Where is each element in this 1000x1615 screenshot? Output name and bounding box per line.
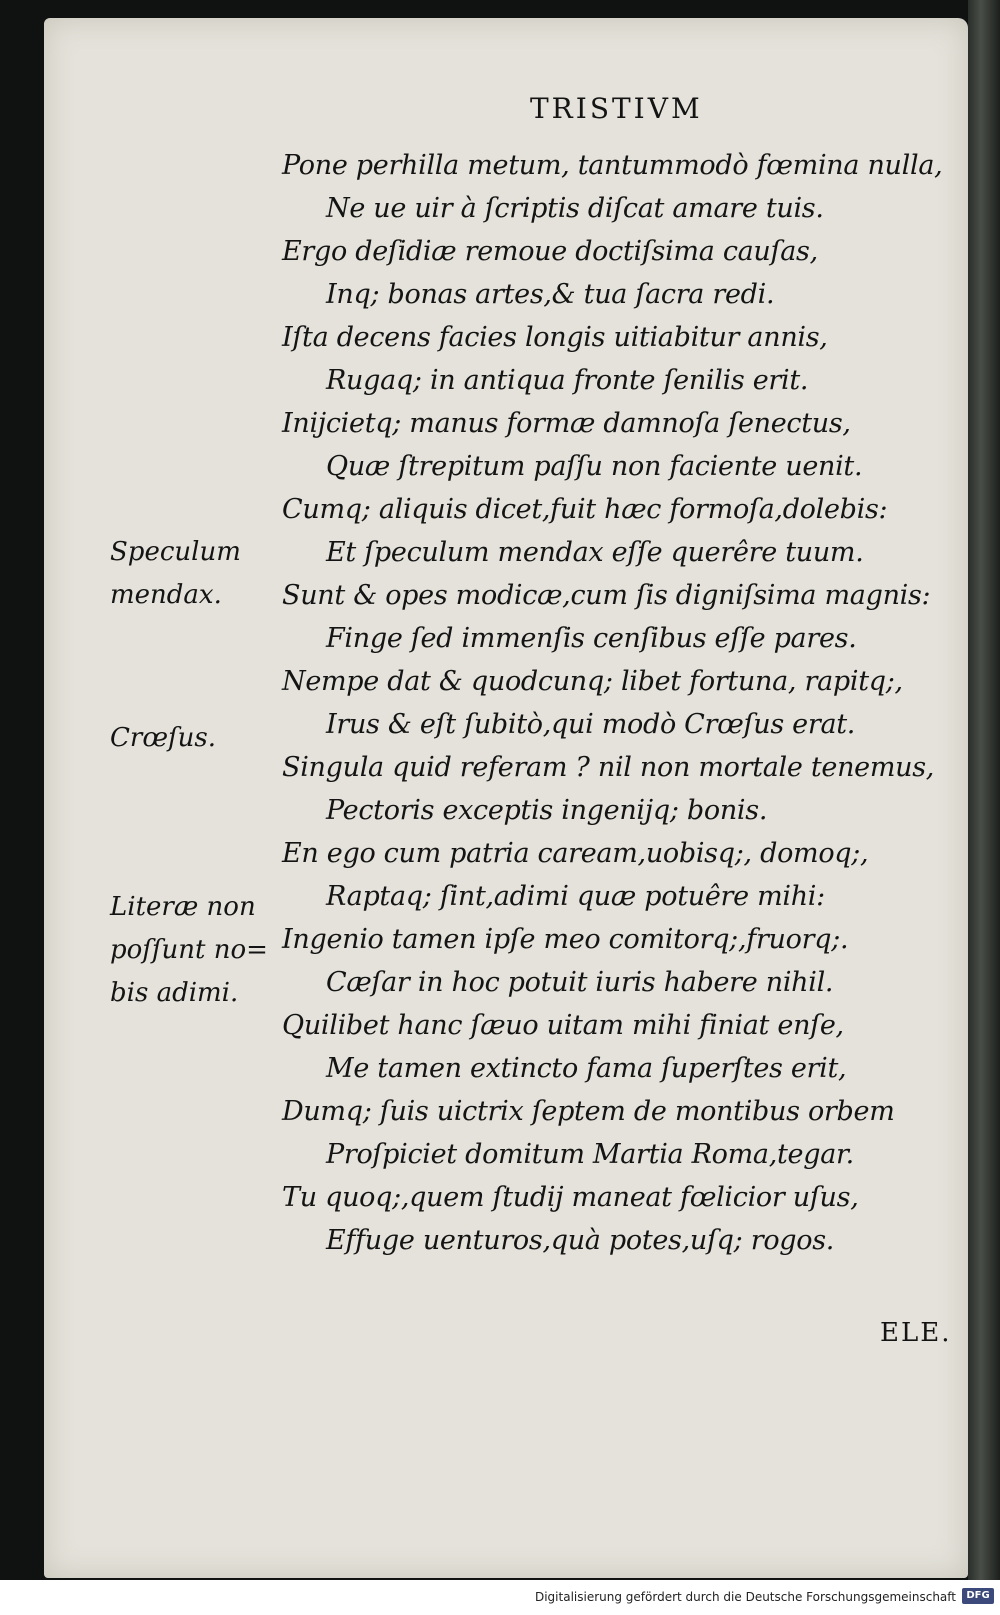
verse-line: Singula quid referam ? nil non mortale tenemus, [282, 752, 935, 783]
margin-note: bis adimi. [110, 978, 239, 1008]
running-head: TRISTIVM [530, 92, 703, 125]
verse-line: En ego cum patria caream,uobisq;, domoq;, [282, 838, 869, 869]
margin-note: Crœſus. [110, 723, 217, 753]
verse-line: Tu quoq;,quem ſtudij maneat fœlicior uſus, [282, 1182, 859, 1213]
verse-line: Inq; bonas artes,& tua ſacra redi. [326, 279, 775, 310]
verse-line: Dumq; ſuis uictrix ſeptem de montibus orbem [282, 1096, 895, 1127]
verse-line: Proſpiciet domitum Martia Roma,tegar. [326, 1139, 854, 1170]
book-edge [968, 0, 1000, 1580]
verse-line: Cæſar in hoc potuit iuris habere nihil. [326, 967, 834, 998]
verse-line: Quæ ſtrepitum paſſu non faciente uenit. [326, 451, 863, 482]
verse-line: Me tamen extincto fama ſuperſtes erit, [326, 1053, 847, 1084]
verse-line: Cumq; aliquis dicet,fuit hæc formoſa,dolebis: [282, 494, 888, 525]
verse-line: Finge ſed immenſis cenſibus eſſe pares. [326, 623, 857, 654]
verse-line: Effuge uenturos,quà potes,uſq; rogos. [326, 1225, 835, 1256]
verse-line: Ergo deſidiæ remoue doctiſsima cauſas, [282, 236, 818, 267]
margin-note: Literæ non [110, 892, 256, 922]
verse-line: Rugaq; in antiqua fronte ſenilis erit. [326, 365, 809, 396]
digitization-footer [0, 1580, 1000, 1615]
verse-line: Inijcietq; manus formæ damnoſa ſenectus, [282, 408, 851, 439]
margin-note: poſſunt no= [110, 935, 268, 965]
dfg-logo-icon: DFG [962, 1588, 994, 1604]
verse-line: Pectoris exceptis ingenijq; bonis. [326, 795, 768, 826]
verse-line: Pone perhilla metum, tantummodò fœmina nulla, [282, 150, 943, 181]
verse-line: Sunt & opes modicæ,cum ſis digniſsima magnis: [282, 580, 931, 611]
margin-note: Speculum [110, 537, 241, 567]
catchword: ELE. [880, 1318, 952, 1348]
verse-line: Quilibet hanc ſæuo uitam mihi finiat enſe, [282, 1010, 844, 1041]
verse-line: Ingenio tamen ipſe meo comitorq;,fruorq;. [282, 924, 849, 955]
verse-line: Irus & eſt ſubitò,qui modò Crœſus erat. [326, 709, 856, 740]
verse-line: Raptaq; ſint,adimi quæ potuêre mihi: [326, 881, 825, 912]
margin-note: mendax. [110, 580, 222, 610]
funding-credit: Digitalisierung gefördert durch die Deutsche Forschungsgemeinschaft [534, 1590, 956, 1604]
verse-line: Iſta decens facies longis uitiabitur annis, [282, 322, 828, 353]
verse-line: Et ſpeculum mendax eſſe querêre tuum. [326, 537, 864, 568]
verse-line: Ne ue uir à ſcriptis diſcat amare tuis. [326, 193, 824, 224]
verse-line: Nempe dat & quodcunq; libet fortuna, rapitq;, [282, 666, 903, 697]
